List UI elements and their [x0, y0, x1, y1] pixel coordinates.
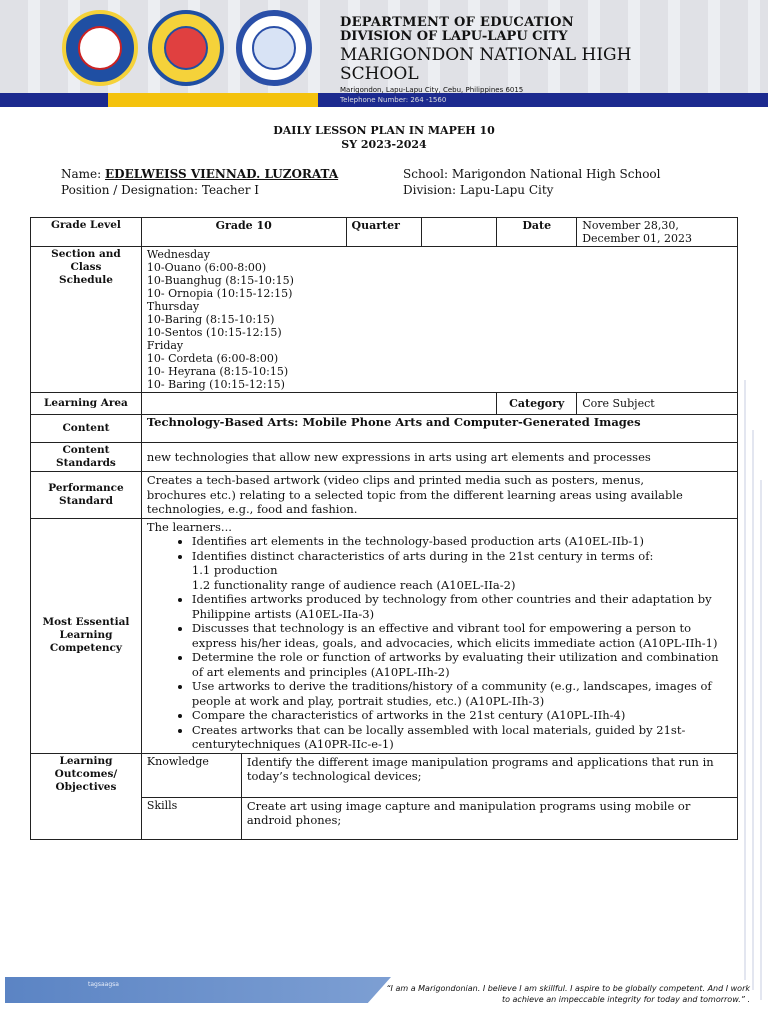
table-row [31, 753, 738, 797]
school-label: School: [403, 167, 448, 181]
header-accent-bar [108, 93, 318, 107]
position-row [61, 183, 259, 197]
deped-seal-icon [236, 10, 312, 86]
table-row [31, 393, 738, 415]
school-name: MARIGONDON NATIONAL HIGH SCHOOL [340, 45, 632, 84]
plan-title: DAILY LESSON PLAN IN MAPEH 10 [273, 124, 495, 137]
list-item-text: Identifies distinct characteristics of arts during in the 21st century in terms of: [191, 548, 654, 563]
schedule-line: 10-Buanghug (8:15-10:15) [146, 274, 294, 287]
side-decoration-line [744, 380, 746, 980]
schedule-line: 10- Baring (10:15-12:15) [146, 378, 285, 391]
sub-item: 1.2 functionality range of audience reach (A10EL-IIa-2) [191, 577, 516, 592]
school-row [403, 167, 661, 181]
label-line: Learning [59, 629, 113, 641]
teacher-name-row [61, 167, 338, 181]
pledge-line: to achieve an impeccable integrity for today and tomorrow.” . [501, 995, 750, 1004]
label-line: Most Essential [42, 616, 130, 628]
table-row [31, 415, 738, 443]
table-row [31, 472, 738, 519]
school-telephone: Telephone Number: 264 -1560 [340, 96, 447, 104]
melc-list [147, 534, 732, 752]
position-label: Position / Designation: [61, 183, 199, 197]
schedule-line: 10-Ouano (6:00-8:00) [146, 261, 267, 274]
list-item: • Use artworks to derive the traditions/history of a community (e.g., landscapes, images of people at work and play, portrait studies, etc.) (A10PL-IIh-3) [192, 679, 732, 708]
schedule-line: Friday [146, 339, 184, 352]
label-line: Competency [49, 642, 123, 654]
category-label: Category [497, 393, 577, 415]
list-item: • Determine the role or function of artworks by evaluating their utilization and combination of art elements and principles (A10PL-IIh-2) [192, 650, 732, 679]
label-line: Objectives [55, 780, 117, 793]
school-pledge [340, 983, 750, 1005]
grade-level-value: Grade 10 [141, 218, 346, 247]
list-item: • Creates artworks that can be locally assembled with local materials, guided by 21st-centurytechniques (A10PR-IIc-e-1) [192, 723, 732, 752]
department-name: DEPARTMENT OF EDUCATION [340, 15, 574, 30]
teacher-position: Teacher I [201, 183, 260, 197]
schedule-line: Thursday [146, 300, 200, 313]
melc-intro: The learners... [146, 519, 232, 534]
teacher-school: Marigondon National High School [451, 167, 661, 181]
section-schedule-label [31, 247, 142, 393]
division-seal-icon [148, 10, 224, 86]
list-item: • Compare the characteristics of artworks in the 21st century (A10PL-IIh-4) [192, 708, 732, 723]
date-line: December 01, 2023 [582, 232, 692, 245]
schedule-line: 10- Cordeta (6:00-8:00) [146, 352, 279, 365]
side-decoration-line [760, 480, 762, 1000]
schedule-line: 10-Baring (8:15-10:15) [146, 313, 275, 326]
content-standards-label [31, 443, 142, 472]
performance-standard-label [31, 472, 142, 519]
learning-area-label: Learning Area [31, 393, 142, 415]
label-line: Outcomes/ [54, 767, 118, 780]
name-label: Name: [61, 167, 102, 181]
learning-outcomes-label [31, 753, 142, 839]
schedule-line: 10- Ornopia (10:15-12:15) [146, 287, 293, 300]
quarter-label: Quarter [346, 218, 422, 247]
schedule-line: Wednesday [146, 248, 210, 261]
melc-label [31, 518, 142, 753]
list-item [192, 549, 732, 593]
table-row [31, 247, 738, 393]
label-line: Class [70, 261, 102, 273]
learning-area-value [141, 393, 496, 415]
label-line: Section and [51, 248, 121, 260]
table-row [31, 518, 738, 753]
pledge-line: “I am a Marigondonian. I believe I am skillful. I aspire to be globally competent. And I work [386, 984, 750, 993]
label-line: Content [62, 444, 110, 456]
list-item: • Discusses that technology is an effective and vibrant tool for empowering a person to express his/her ideas, goals, and advocacies, which elicits immediate action (A10PL-IIh-1) [192, 621, 732, 650]
division-label: Division: [403, 183, 457, 197]
quarter-value [422, 218, 497, 247]
content-label: Content [31, 415, 142, 443]
lesson-plan-table [30, 217, 738, 840]
date-line: November 28,30, [582, 219, 679, 232]
skills-value: Create art using image capture and manipulation programs using mobile or android phones; [241, 797, 737, 839]
footer-small-text: tagsaagsa [88, 981, 119, 988]
grade-level-label: Grade Level [31, 218, 142, 247]
label-line: Schedule [58, 274, 113, 286]
schedule-line: 10-Sentos (10:15-12:15) [146, 326, 282, 339]
knowledge-value: Identify the different image manipulation programs and applications that run in today’s technological devices; [241, 753, 737, 797]
table-row [31, 443, 738, 472]
schedule-cell [141, 247, 737, 393]
label-line: Standards [56, 457, 116, 469]
school-address: Marigondon, Lapu-Lapu City, Cebu, Philippines 6015 [340, 86, 524, 94]
category-value: Core Subject [577, 393, 738, 415]
label-line: Learning [59, 754, 113, 767]
content-value: Technology-Based Arts: Mobile Phone Arts and Computer-Generated Images [141, 415, 737, 443]
list-item: • Identifies artworks produced by technology from other countries and their adaptation by Philippine artists (A10EL-IIa-3) [192, 592, 732, 621]
division-name: DIVISION OF LAPU-LAPU CITY [340, 29, 568, 44]
date-value [577, 218, 738, 247]
teacher-division: Lapu-Lapu City [459, 183, 554, 197]
footer-band [5, 977, 391, 1003]
label-line: Standard [59, 494, 113, 507]
date-label: Date [497, 218, 577, 247]
list-item: • Identifies art elements in the technology-based production arts (A10EL-IIb-1) [192, 534, 732, 549]
skills-label: Skills [141, 797, 241, 839]
knowledge-label: Knowledge [141, 753, 241, 797]
school-year: SY 2023-2024 [341, 138, 427, 151]
letterhead [0, 0, 768, 107]
schedule-line: 10- Heyrana (8:15-10:15) [146, 365, 289, 378]
table-row [31, 218, 738, 247]
division-row [403, 183, 553, 197]
footer [0, 976, 768, 1024]
label-line: Performance [48, 481, 124, 494]
teacher-name: EDELWEISS VIENNAD. LUZORATA [105, 167, 339, 181]
performance-standard-value: Creates a tech-based artwork (video clips and printed media such as posters, menus, brochures etc.) relating to a selected topic from the different learning areas using available technologies, e.g., food and fashion. [141, 472, 737, 519]
melc-cell [141, 518, 737, 753]
side-decoration-line [752, 430, 754, 990]
content-standards-value: new technologies that allow new expressions in arts using art elements and processes [141, 443, 737, 472]
school-seal-icon [62, 10, 138, 86]
sub-item: 1.1 production [191, 563, 278, 577]
